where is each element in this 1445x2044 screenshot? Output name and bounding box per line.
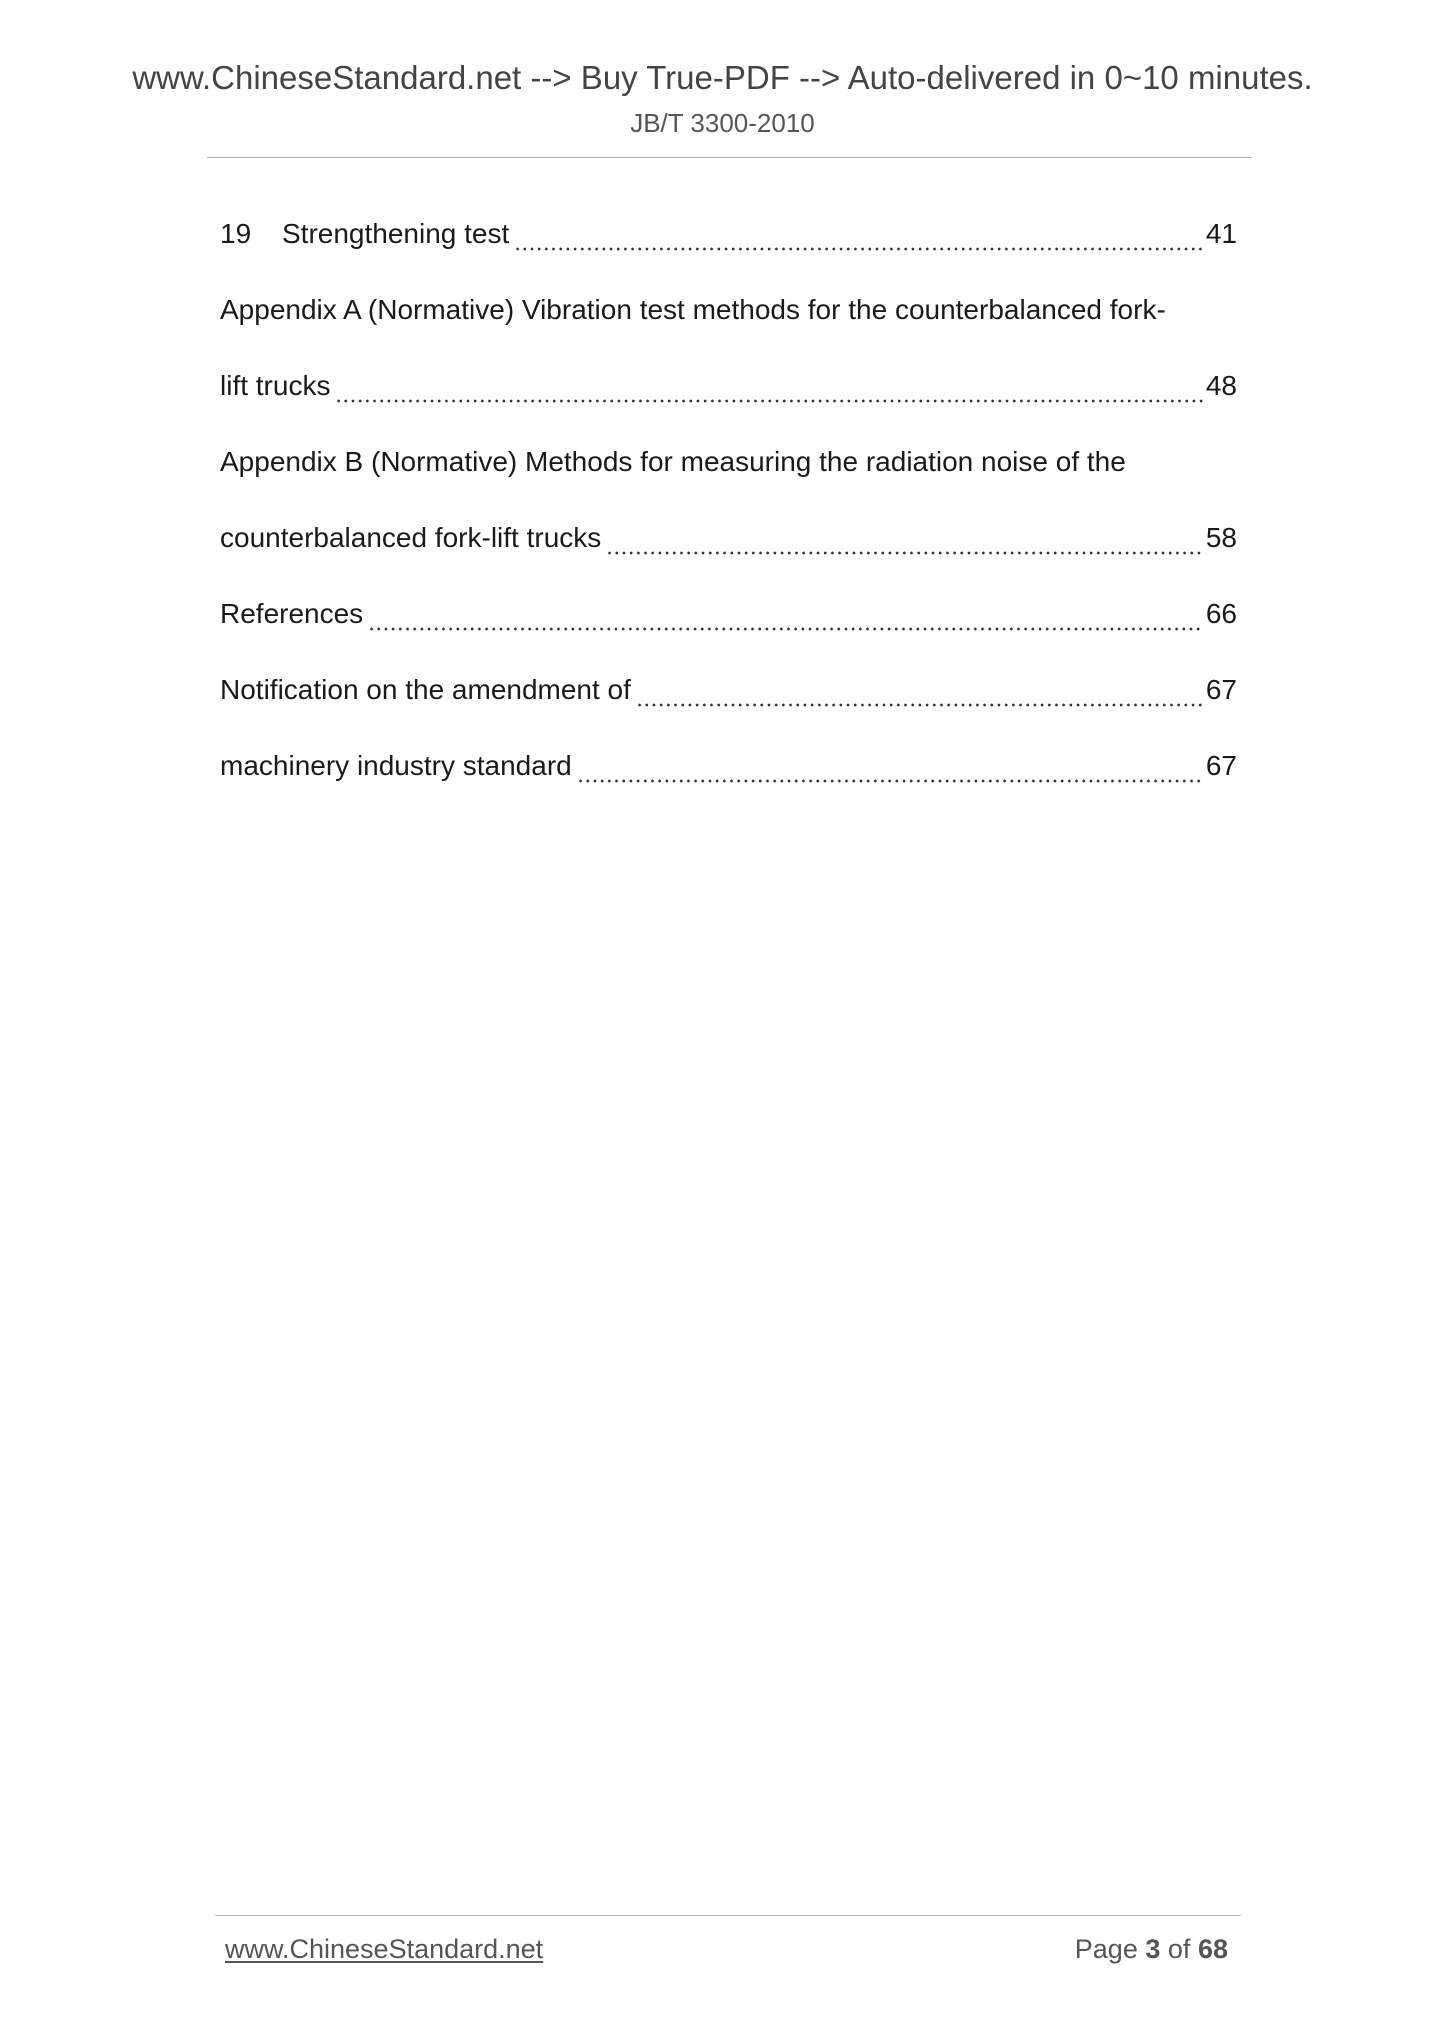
toc-entry-references[interactable] <box>220 576 1237 652</box>
toc-entry-title: counterbalanced fork-lift trucks <box>220 522 602 553</box>
toc-entry-page: 41 <box>1205 218 1237 249</box>
toc-entry-title: Strengthening test <box>282 218 510 249</box>
toc-entry-title: Appendix A (Normative) Vibration test methods for the counterbalanced fork- <box>220 294 1166 325</box>
table-of-contents <box>220 196 1237 804</box>
toc-entry-title: Appendix B (Normative) Methods for measuring the radiation noise of the <box>220 446 1126 477</box>
toc-entry-appendix-b[interactable] <box>220 424 1237 500</box>
document-code: JB/T 3300-2010 <box>630 108 815 138</box>
page-current: 3 <box>1145 1934 1161 1964</box>
toc-entry-title: References <box>220 598 364 629</box>
dot-leader <box>335 380 1202 404</box>
toc-entry-appendix-b-continued[interactable] <box>220 500 1237 576</box>
header-divider <box>207 157 1252 158</box>
dot-leader <box>636 684 1203 708</box>
dot-leader <box>368 608 1203 632</box>
toc-entry-title: lift trucks <box>220 370 331 401</box>
toc-entry-page: 58 <box>1205 522 1237 553</box>
page-of: of <box>1167 1934 1191 1964</box>
page-number <box>1075 1931 1228 1967</box>
toc-entry-title: Notification on the amendment of <box>220 674 631 705</box>
footer-site-link[interactable]: www.ChineseStandard.net <box>225 1934 544 1964</box>
footer-divider <box>215 1915 1241 1916</box>
dot-leader <box>606 532 1203 556</box>
page-total: 68 <box>1197 1934 1228 1964</box>
dot-leader <box>577 760 1203 784</box>
toc-entry-strengthening-test[interactable] <box>220 196 1237 272</box>
toc-entry-page: 67 <box>1205 674 1237 705</box>
toc-entry-number: 19 <box>220 218 252 249</box>
toc-entry-notification[interactable] <box>220 652 1237 728</box>
page-prefix: Page <box>1074 1934 1138 1964</box>
toc-entry-title: machinery industry standard <box>220 750 572 781</box>
toc-entry-page: 48 <box>1205 370 1237 401</box>
toc-entry-appendix-a-continued[interactable] <box>220 348 1237 424</box>
header-banner: www.ChineseStandard.net --> Buy True-PDF --> Auto-delivered in 0~10 minutes. <box>132 59 1313 96</box>
toc-entry-appendix-a[interactable] <box>220 272 1237 348</box>
toc-entry-machinery-standard[interactable] <box>220 728 1237 804</box>
dot-leader <box>514 228 1203 252</box>
toc-entry-page: 67 <box>1205 750 1237 781</box>
toc-entry-page: 66 <box>1205 598 1237 629</box>
